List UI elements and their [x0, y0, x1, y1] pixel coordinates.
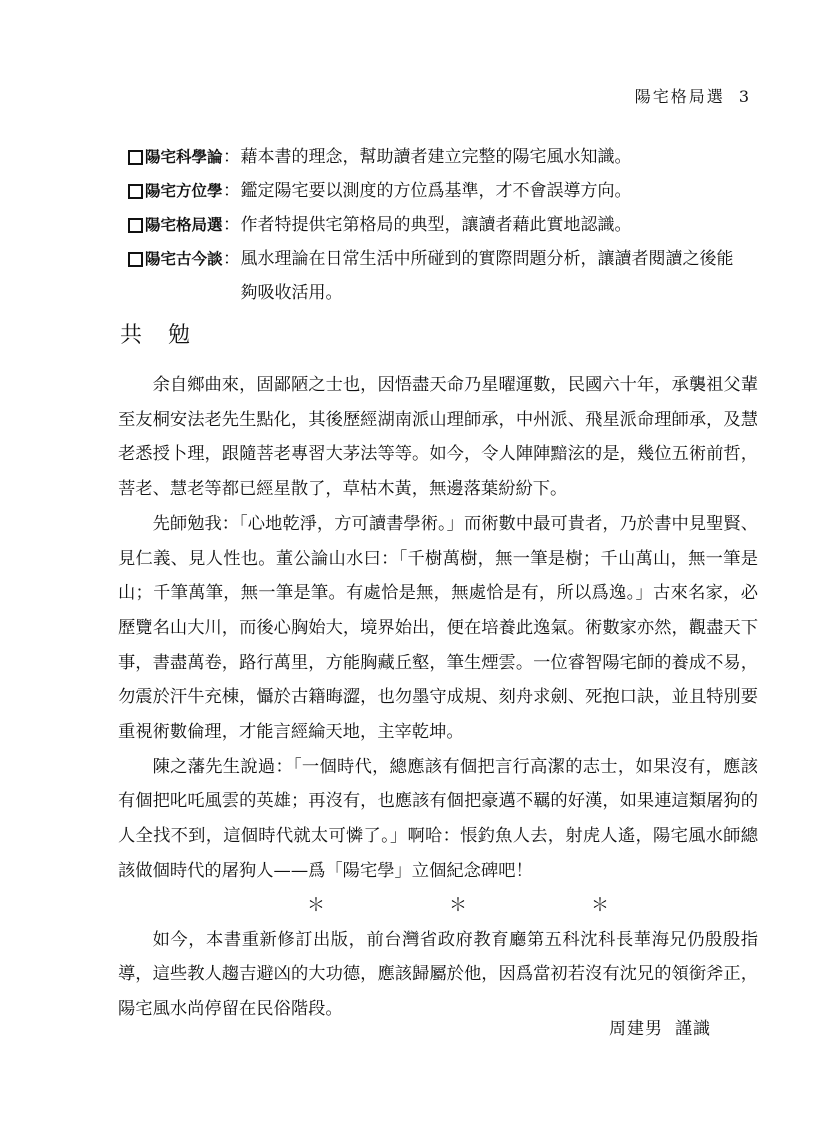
author-name: 周建男 [609, 1019, 663, 1039]
checkbox-icon [128, 218, 143, 233]
chapter-description: 鑑定陽宅要以測度的方位爲基準，才不會誤導方向。 [240, 181, 632, 201]
colon: ： [223, 147, 241, 167]
chapter-description: 藉本書的理念，幫助讀者建立完整的陽宅風水知識。 [240, 147, 632, 167]
chapter-list [128, 140, 768, 310]
chapter-description: 作者特提供宅第格局的典型，讓讀者藉此實地認識。 [240, 215, 632, 235]
paragraph: 先師勉我：「心地乾淨，方可讀書學術。」而術數中最可貴者，乃於書中見聖賢、見仁義、見人性也。董公論山水曰：「千樹萬樹，無一筆是樹；千山萬山，無一筆是山；千筆萬筆，無一筆是筆。有處恰是無，無處恰是有，所以爲逸。」古來名家，必歷覽名山大川，而後心胸始大，境界始出，便在培養此逸氣。術數家亦然，觀盡天下事，書盡萬卷，路行萬里，方能胸藏丘壑，筆生煙雲。一位睿智陽宅師的養成不易，勿震於汗牛充棟，懾於古籍晦澀，也勿墨守成規、刻舟求劍、死抱口訣，並且特別要重視術數倫理，才能言經綸天地，主宰乾坤。 [118, 513, 758, 743]
signature-suffix: 謹識 [675, 1019, 711, 1039]
section-title: 共勉 [120, 323, 217, 348]
chapter-item [128, 174, 768, 208]
separator-star: ＊ [591, 894, 609, 916]
colon: ： [223, 249, 241, 269]
checkbox-icon [128, 150, 143, 165]
colon: ： [223, 215, 241, 235]
closing-paragraph: 如今，本書重新修訂出版，前台灣省政府教育廳第五科沈科長華海兄仍殷殷指導，這些教人趨吉避凶的大功德，應該歸屬於他，因爲當初若沒有沈兄的領銜斧正，陽宅風水尚停留在民俗階段。 [118, 929, 758, 1019]
chapter-name: 陽宅科學論 [145, 147, 223, 166]
running-header [635, 84, 751, 107]
colon: ： [223, 181, 241, 201]
chapter-name: 陽宅方位學 [145, 181, 223, 200]
signature [609, 1014, 711, 1039]
separator [158, 889, 758, 923]
paragraph: 余自鄉曲來，固鄙陋之士也，因悟盡天命乃星曜運數，民國六十年，承襲祖父輩至友桐安法老先生點化，其後歷經湖南派山理師承，中州派、飛星派命理師承，及慧老悉授卜理，跟隨菩老專習大茅法等等。如今，令人陣陣黯泫的是，幾位五術前哲，菩老、慧老等都已經星散了，草枯木黃，無邊落葉紛紛下。 [118, 375, 758, 500]
chapter-item [128, 140, 768, 174]
separator-star: ＊ [307, 894, 325, 916]
checkbox-icon [128, 184, 143, 199]
paragraph: 陳之藩先生說過：「一個時代，總應該有個把言行高潔的志士，如果沒有，應該有個把叱吒風雲的英雄；再沒有，也應該有個把豪邁不羈的好漢，如果連這類屠狗的人全找不到，這個時代就太可憐了。」啊哈：悵釣魚人去，射虎人遙，陽宅風水師總該做個時代的屠狗人——爲「陽宅學」立個紀念碑吧！ [118, 756, 758, 881]
chapter-item [128, 208, 768, 242]
chapter-name: 陽宅格局選 [145, 215, 223, 234]
book-title: 陽宅格局選 [634, 87, 725, 106]
chapter-description: 風水理論在日常生活中所碰到的實際問題分析，讓讀者閱讀之後能夠吸收活用。 [240, 249, 734, 303]
chapter-name: 陽宅古今談 [145, 249, 223, 268]
separator-star: ＊ [449, 894, 467, 916]
checkbox-icon [128, 252, 143, 267]
page-number: 3 [738, 87, 751, 106]
body-text [118, 368, 758, 1027]
chapter-item [128, 242, 768, 310]
